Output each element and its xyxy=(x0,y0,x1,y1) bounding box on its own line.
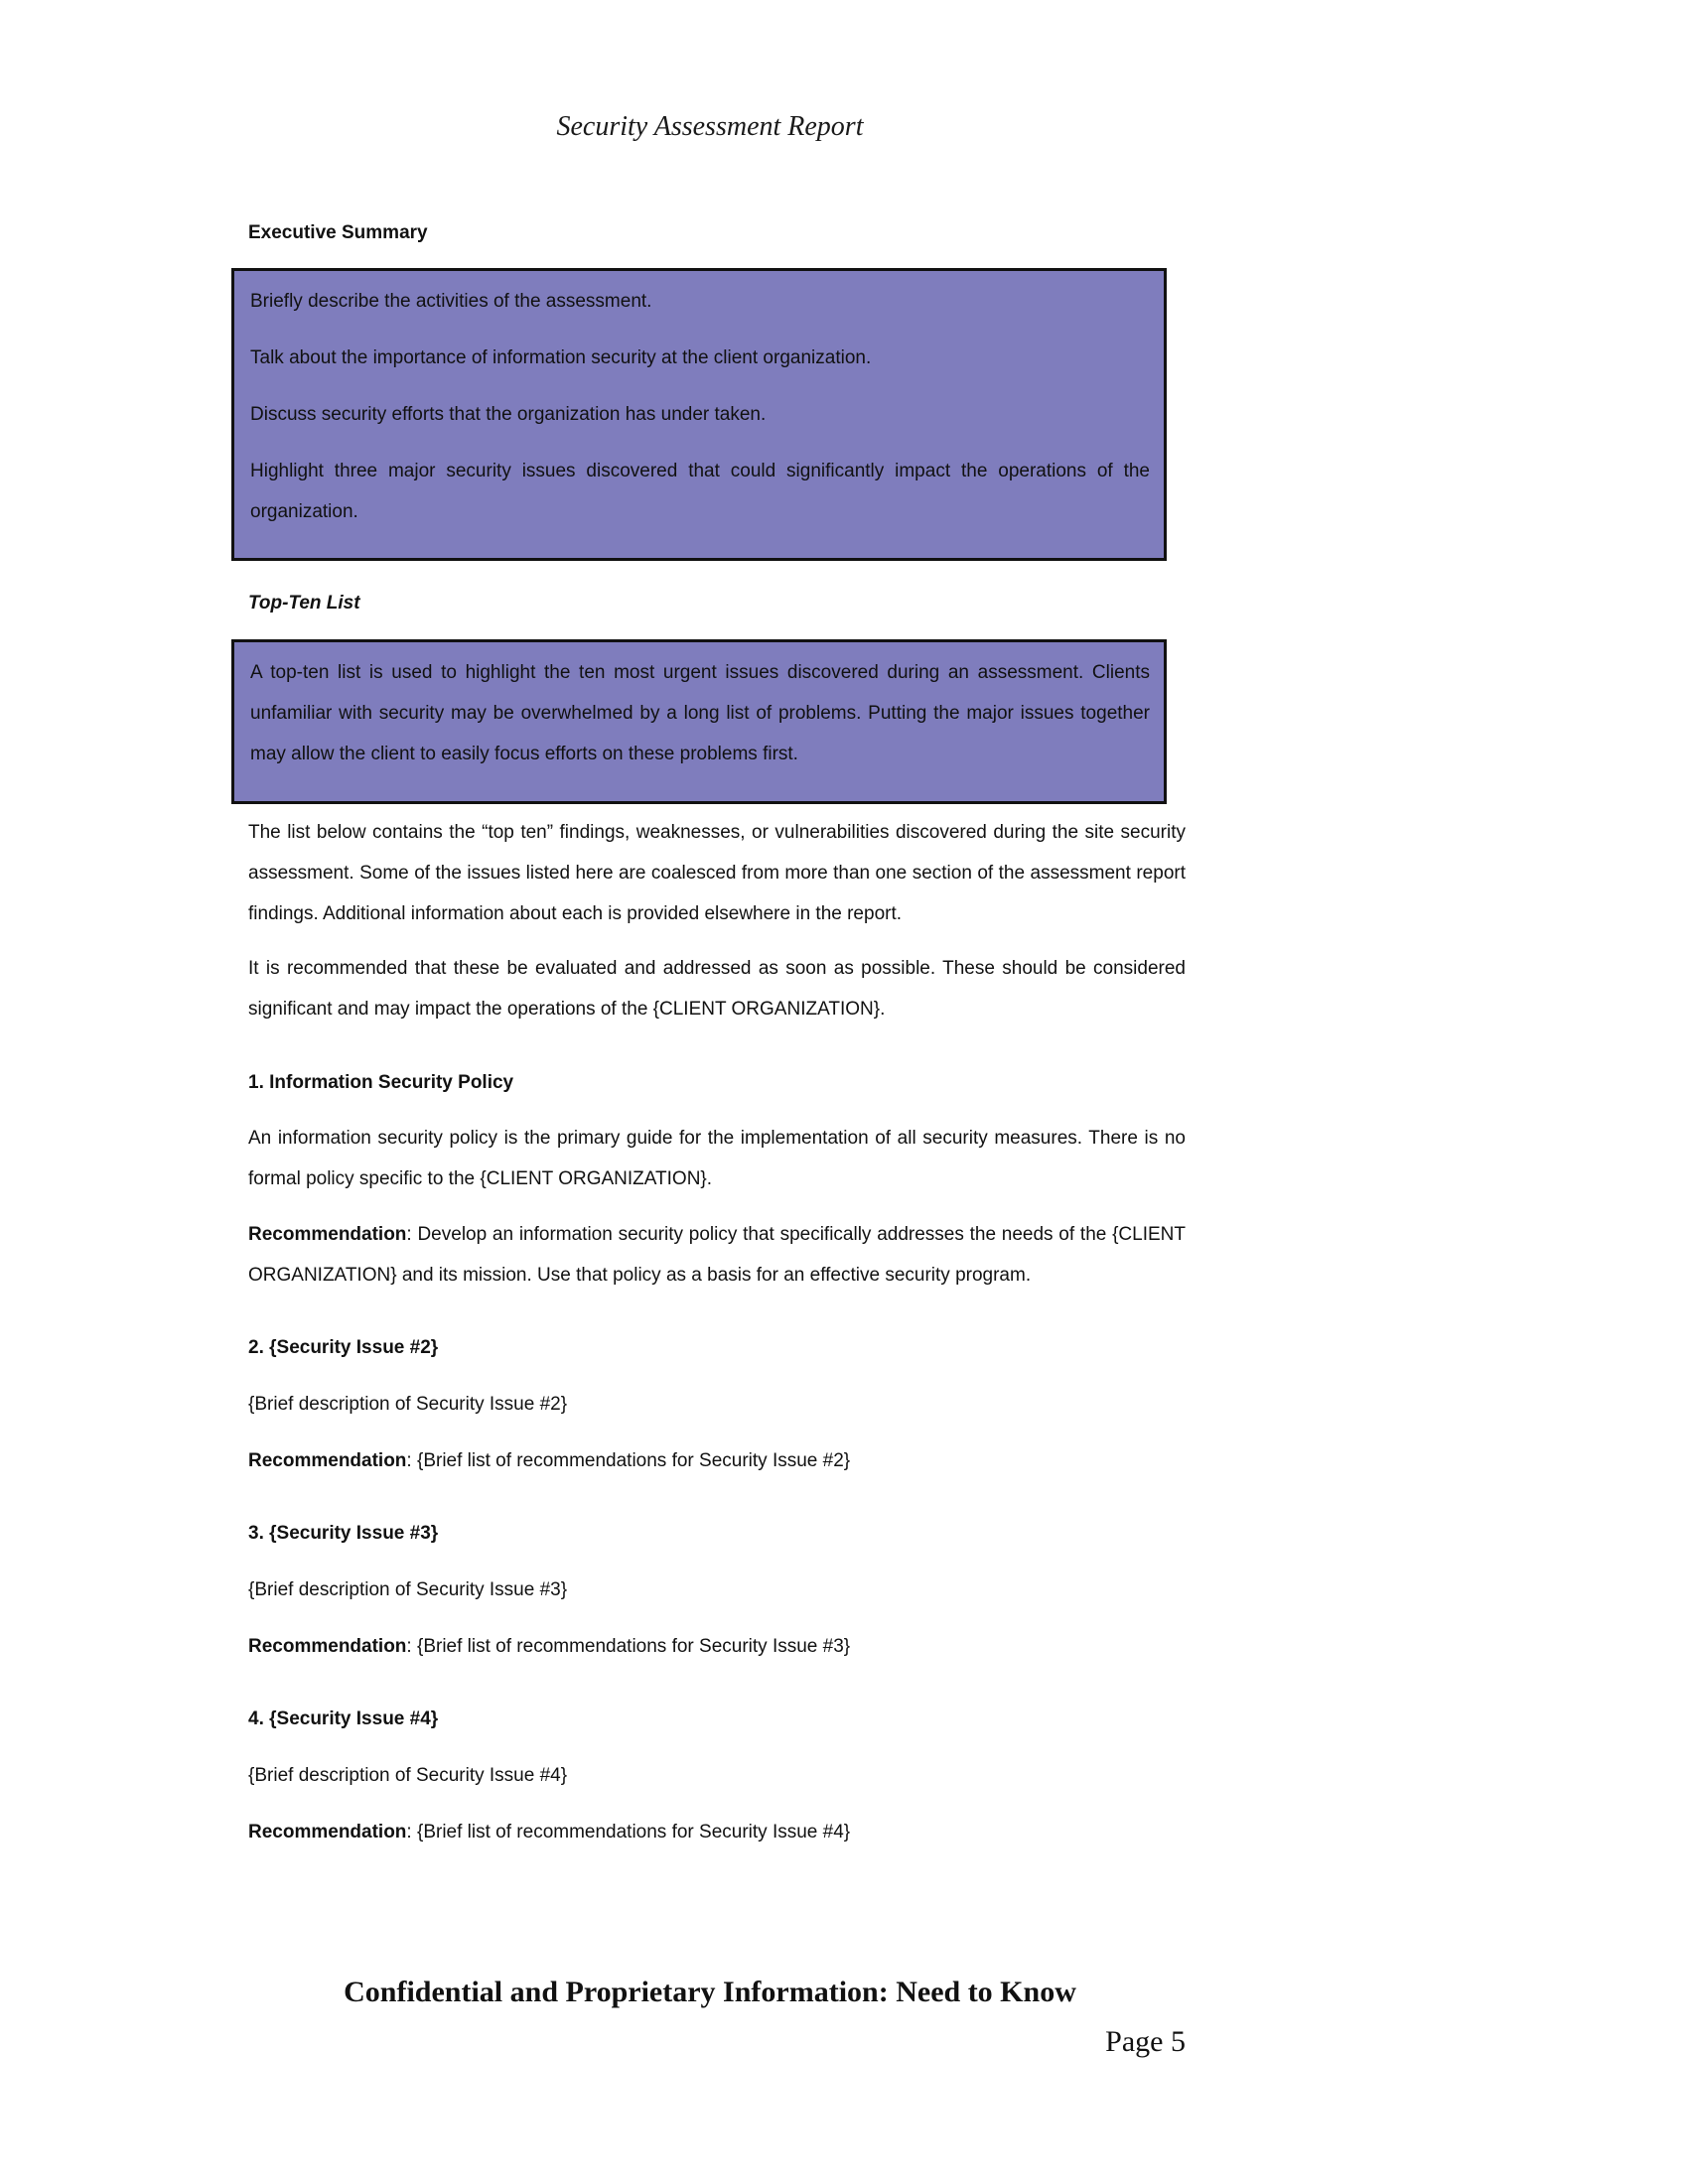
executive-summary-line: Briefly describe the activities of the assessment. xyxy=(250,291,652,312)
issue-recommendation xyxy=(248,1440,1186,1481)
top-ten-intro-paragraph: The list below contains the “top ten” findings, weaknesses, or vulnerabilities discovered during the site security assessment. Some of the issues listed here are coalesced from more than one section of the assessment report findings. Additional information about each is provided elsewhere in the report. xyxy=(248,822,1186,924)
issue-description: An information security policy is the primary guide for the implementation of all security measures. There is no formal policy specific to the {CLIENT ORGANIZATION}. xyxy=(248,1128,1186,1189)
recommendation-text: : Develop an information security policy that specifically addresses the needs of the {CLIENT ORGANIZATION} and its mission. Use that policy as a basis for an effective security program. xyxy=(248,1224,1186,1286)
issue-heading: 2. {Security Issue #2} xyxy=(248,1337,439,1358)
top-ten-box xyxy=(231,639,1167,804)
recommendation-text: : {Brief list of recommendations for Security Issue #4} xyxy=(406,1822,851,1843)
executive-summary-box xyxy=(231,268,1167,561)
recommendation-label: Recommendation xyxy=(248,1822,407,1843)
issue-recommendation xyxy=(248,1812,1186,1852)
recommendation-text: : {Brief list of recommendations for Security Issue #3} xyxy=(406,1636,851,1657)
footer-confidential-title: Confidential and Proprietary Information: Need to Know xyxy=(344,1976,1076,2008)
issue-description: {Brief description of Security Issue #2} xyxy=(248,1394,568,1415)
issue-recommendation xyxy=(248,1214,1186,1296)
issue-heading: 1. Information Security Policy xyxy=(248,1072,514,1093)
top-ten-box-text: A top-ten list is used to highlight the ten most urgent issues discovered during an assessment. Clients unfamiliar with security may be overwhelmed by a long list of problems. Putting the major issues together may allow the client to easily focus efforts on these problems first. xyxy=(250,662,1150,764)
issue-description: {Brief description of Security Issue #3} xyxy=(248,1579,568,1600)
recommendation-text: : {Brief list of recommendations for Security Issue #2} xyxy=(406,1450,851,1471)
issue-heading: 4. {Security Issue #4} xyxy=(248,1708,439,1729)
top-ten-recommend-paragraph: It is recommended that these be evaluated and addressed as soon as possible. These should be considered significant and may impact the operations of the {CLIENT ORGANIZATION}. xyxy=(248,958,1186,1020)
top-ten-heading: Top-Ten List xyxy=(248,593,360,614)
recommendation-label: Recommendation xyxy=(248,1636,407,1657)
executive-summary-heading: Executive Summary xyxy=(248,222,428,243)
recommendation-label: Recommendation xyxy=(248,1224,407,1245)
issue-recommendation xyxy=(248,1626,1186,1667)
executive-summary-line: Talk about the importance of information security at the client organization. xyxy=(250,347,872,368)
page-number: Page 5 xyxy=(1105,2025,1186,2058)
executive-summary-line: Discuss security efforts that the organization has under taken. xyxy=(250,404,767,425)
issue-heading: 3. {Security Issue #3} xyxy=(248,1523,439,1544)
issue-description: {Brief description of Security Issue #4} xyxy=(248,1765,568,1786)
executive-summary-line: Highlight three major security issues discovered that could significantly impact the operations of the organization. xyxy=(250,461,1150,522)
page-header-title: Security Assessment Report xyxy=(556,111,864,142)
recommendation-label: Recommendation xyxy=(248,1450,407,1471)
